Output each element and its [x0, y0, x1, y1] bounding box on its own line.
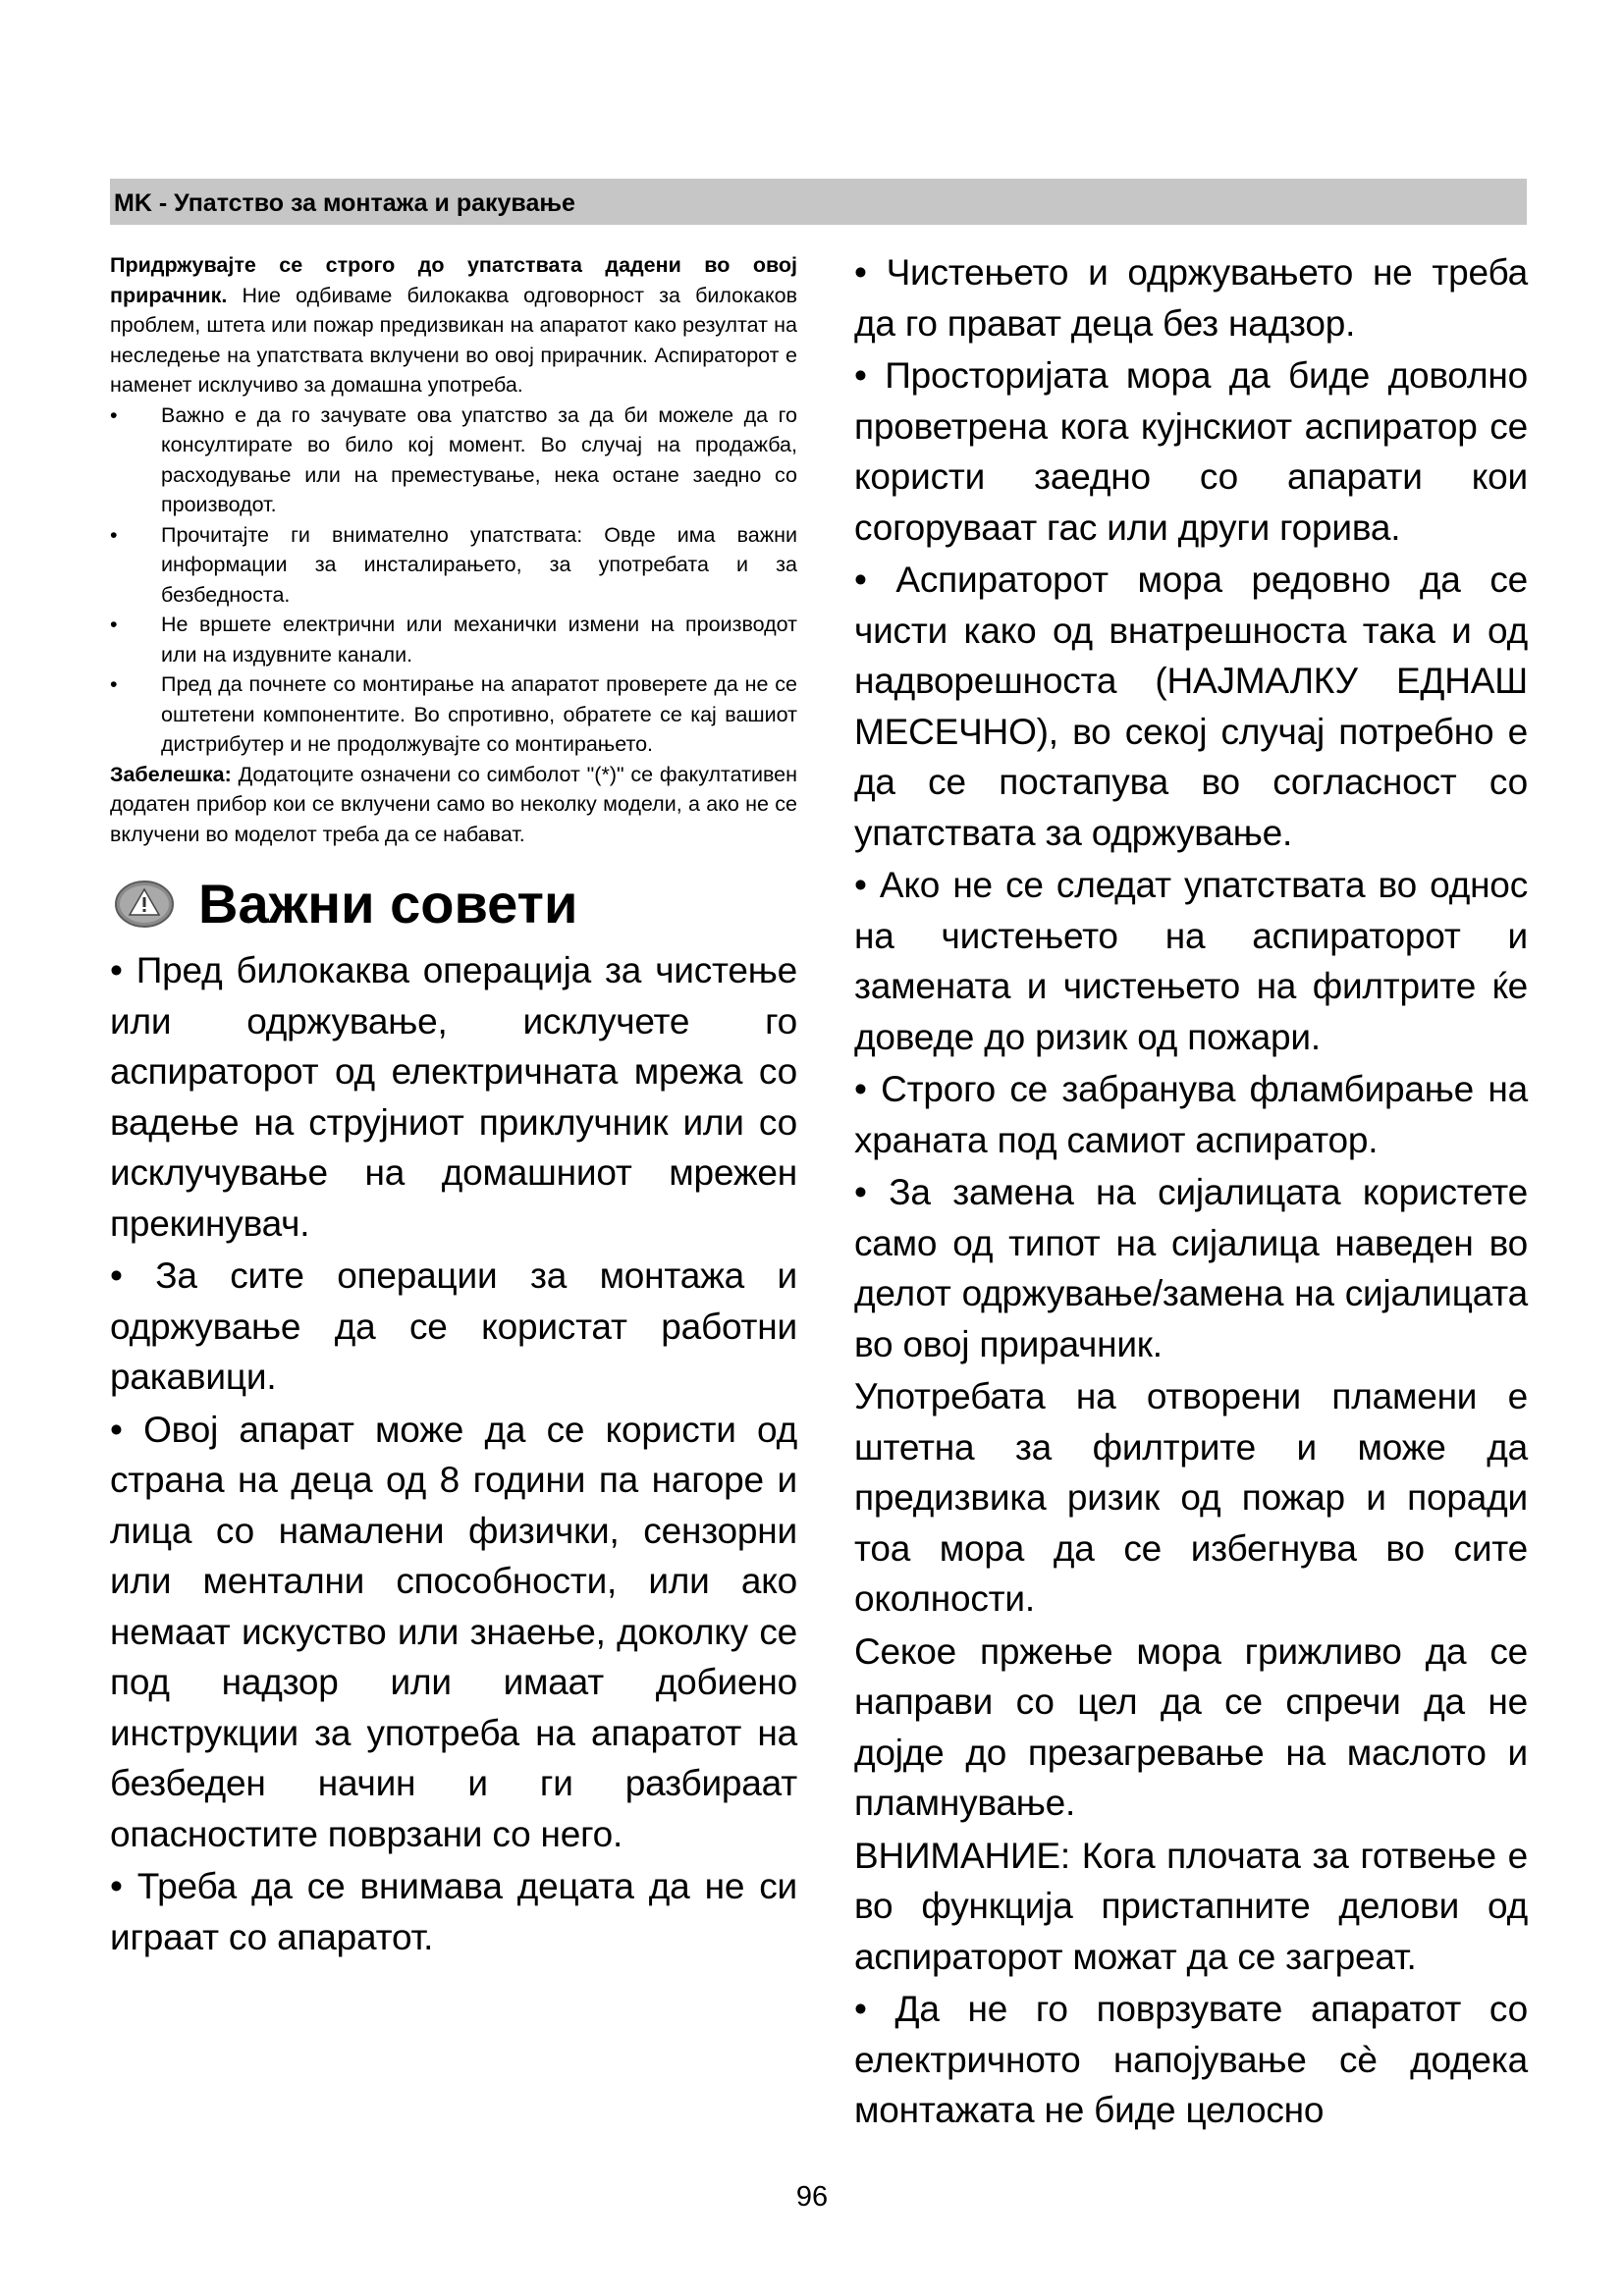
left-paragraph: • Треба да се внимава децата да не си играат со апаратот.	[110, 1866, 797, 1957]
section-header-bar	[110, 179, 1527, 225]
list-item: • Пред да почнете со монтирање на апаратот проверете да не се оштетени компонентите. Во спротивно, обратете се кај вашиот дистрибутер и не продолжувајте со монтирањето.	[110, 672, 797, 756]
list-item: • Прочитајте ги внимателно упатствата: Овде има важни информации за инсталирањето, за употребата и за безбедноста.	[110, 522, 797, 607]
section-heading	[110, 869, 797, 939]
intro-bold-lead: Придржувајте се строго до упатствата дадени во овој прирачник.	[110, 253, 797, 307]
left-column	[110, 250, 797, 1962]
intro-bullet-list	[110, 400, 797, 760]
header-title: MK - Упатство за монтажа и ракување	[114, 189, 575, 217]
right-paragraph: • Ако не се следат упатствата во однос на чистењето на аспираторот и замената и чистењето на филтрите ќе доведе до ризик од пожари.	[854, 865, 1528, 1057]
warning-icon	[114, 880, 175, 929]
right-column	[854, 247, 1528, 2136]
page-number: 96	[795, 2181, 829, 2213]
note-paragraph	[110, 760, 797, 850]
right-paragraph: • Да не го поврзувате апаратот со електричното напојување сè додека монтажата не биде целосно	[854, 1989, 1528, 2130]
list-item: • Важно е да го зачувате ова упатство за да би можеле да го консултирате во било кој момент. Во случај на продажба, расходување или на преместување, нека остане заедно со производот.	[110, 402, 797, 516]
note-label: Забелешка:	[110, 762, 232, 786]
right-paragraph: • За замена на сијалицата користете само од типот на сијалица наведен во делот одржување/замена на сијалицата во овој прирачник.	[854, 1172, 1528, 1364]
right-paragraph: ВНИМАНИЕ: Кога плочата за готвење е во функција пристапните делови од аспираторот можат да се загреат.	[854, 1835, 1528, 1977]
note-text: Додатоците означени со симболот "(*)" се факултативен додатен прибор кои се вклучени само во неколку модели, а ако не се вклучени во моделот треба да се набават.	[110, 762, 797, 846]
right-paragraph: • Строго се забранува фламбирање на храната под самиот аспиратор.	[854, 1069, 1528, 1160]
right-paragraph: • Аспираторот мора редовно да се чисти како од внатрешноста така и од надворешноста (НАЈМАЛКУ ЕДНАШ МЕСЕЧНО), во секој случај потребно е да се постапува во согласност со упатствата за одржување.	[854, 560, 1528, 853]
left-paragraph: • За сите операции за монтажа и одржување да се користат работни ракавици.	[110, 1255, 797, 1397]
right-paragraph: • Чистењето и одржувањето не треба да го прават деца без надзор.	[854, 252, 1528, 344]
right-paragraph: • Просторијата мора да биде доволно проветрена кога кујнскиот аспиратор се користи заедно со апарати кои согоруваат гас или други горива.	[854, 355, 1528, 548]
intro-text: Ние одбиваме билокаква одговорност за билокаков проблем, штета или пожар предизвикан на апаратот како резултат на неследење на упатствата вклучени во овој прирачник. Аспираторот е наменет исклучиво за домашна употреба.	[110, 283, 797, 397]
intro-paragraph	[110, 250, 797, 400]
right-paragraph: Употребата на отворени пламени е штетна за филтрите и може да предизвика ризик од пожар и поради тоа мора да се избегнува во сите околности.	[854, 1376, 1528, 1619]
list-item: • Не вршете електрични или механички измени на производот или на издувните канали.	[110, 613, 797, 667]
left-paragraph: • Овој апарат може да се користи од страна на деца од 8 години па нагоре и лица со намалени физички, сензорни или ментални способности, или ако немаат искуство или знаење, доколку се под надзор или имаат добиено инструкции за употреба на апаратот на безбеден начин и ги разбираат опасностите поврзани со него.	[110, 1409, 797, 1854]
left-paragraph: • Пред билокаква операција за чистење или одржување, исклучете го аспираторот од електричната мрежа со вадење на струјниот приклучник или со исклучување на домашниот мрежен прекинувач.	[110, 950, 797, 1244]
right-paragraph: Секое пржење мора грижливо да се направи со цел да се спречи да не дојде до презагревање на маслото и пламнување.	[854, 1630, 1528, 1823]
section-title: Важни совети	[198, 873, 578, 934]
